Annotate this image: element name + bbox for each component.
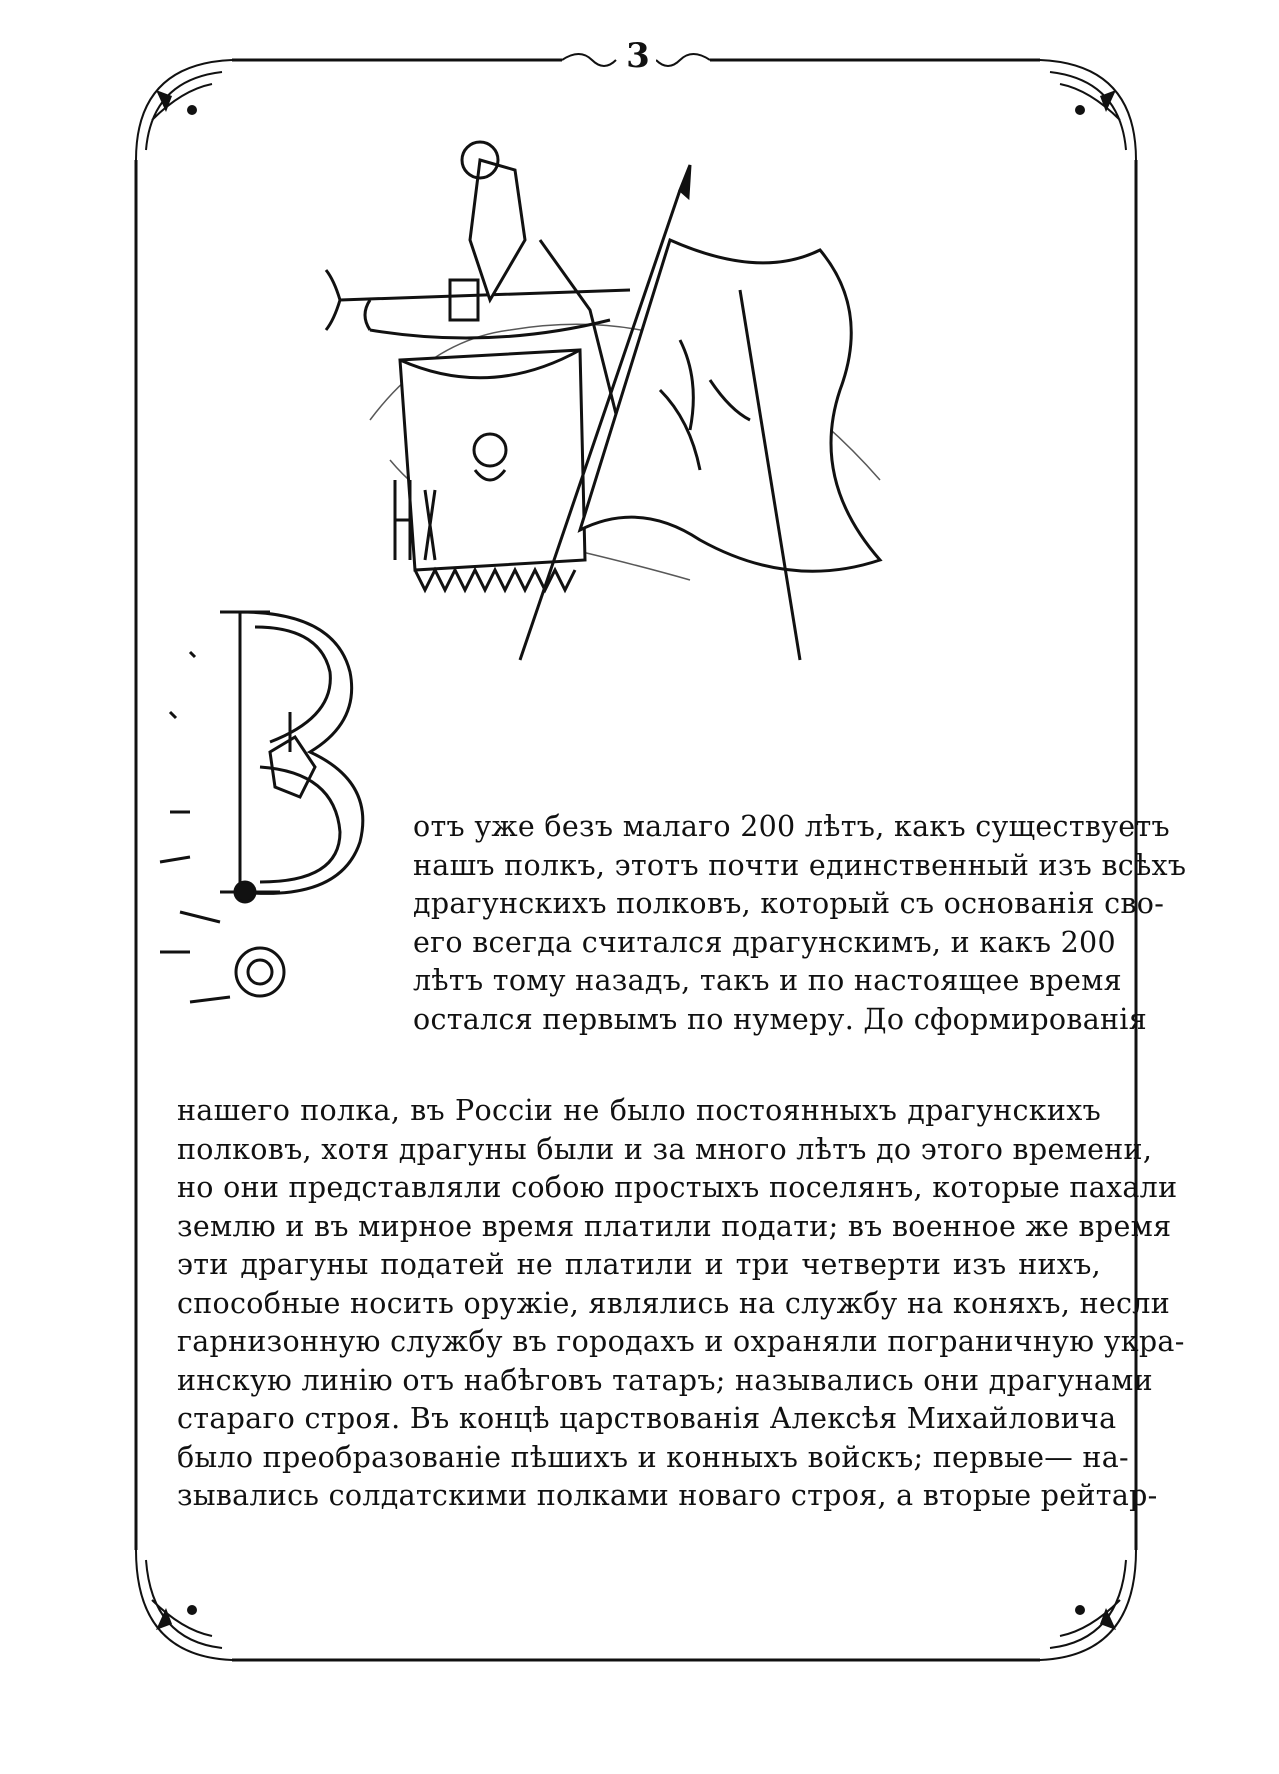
text-line: землю и въ мирное время платили подати; въ военное же время — [177, 1209, 1172, 1243]
text-line: стараго строя. Въ концѣ царствованія Алексѣя Михайловича — [177, 1402, 1117, 1435]
text-line: способные носить оружіе, являлись на службу на коняхъ, несли — [177, 1286, 1171, 1320]
text-line: драгунскихъ полковъ, который съ основанія сво- — [413, 887, 1165, 920]
text-line: остался первымъ по нумеру. До сформированія — [413, 1002, 1147, 1036]
drop-cap-letter: В — [160, 592, 161, 593]
text-line: нашего полка, въ Россіи не было постоянныхъ драгунскихъ — [177, 1094, 1101, 1127]
text-line: отъ уже безъ малаго 200 лѣтъ, какъ существуетъ — [413, 810, 1170, 843]
text-line: нашъ полкъ, этотъ почти единственный изъ всѣхъ — [413, 848, 1187, 882]
paragraph-wrapped-lines — [413, 808, 1187, 1039]
text-line: лѣтъ тому назадъ, такъ и по настоящее время — [413, 964, 1122, 997]
text-line: его всегда считался драгунскимъ, и какъ 200 — [413, 925, 1116, 959]
military-trophy-illustration — [330, 140, 980, 700]
decorated-drop-cap-initial — [160, 592, 410, 1032]
page-number: 3 — [620, 36, 656, 76]
text-line: инскую линію отъ набѣговъ татаръ; назывались они драгунами — [177, 1363, 1153, 1397]
text-line: зывались солдатскими полками новаго строя, а вторые рейтар- — [177, 1479, 1158, 1512]
paragraph-full-width-lines — [177, 1092, 1185, 1516]
text-line: гарнизонную службу въ городахъ и охраняли пограничную укра- — [177, 1325, 1185, 1358]
text-line: но они представляли собою простыхъ поселянъ, которые пахали — [177, 1171, 1178, 1204]
text-line: полковъ, хотя драгуны были и за много лѣтъ до этого времени, — [177, 1132, 1153, 1166]
text-line: было преобразованіе пѣшихъ и конныхъ войскъ; первые— на- — [177, 1440, 1129, 1474]
text-line: эти драгуны податей не платили и три четверти изъ нихъ, — [177, 1248, 1101, 1281]
